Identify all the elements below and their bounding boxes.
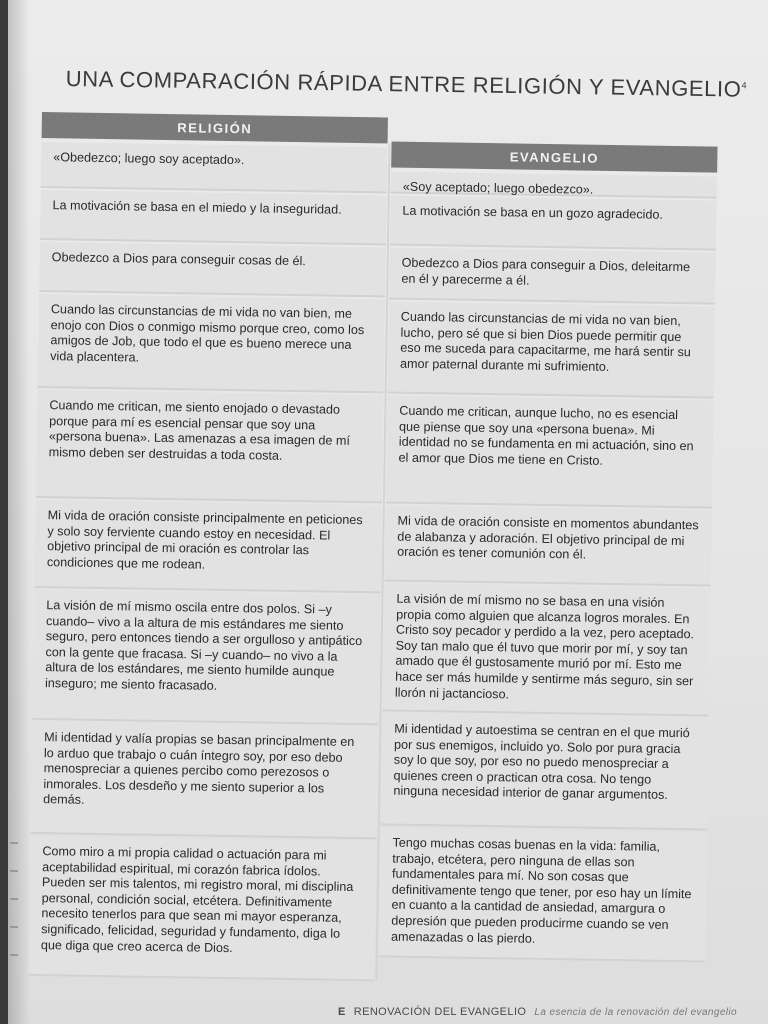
gospel-cell-text: Tengo muchas cosas buenas en la vida: familia, trabajo, etcétera, pero ninguna de ellas son fundamentales para mí. No son cosas que definitivamente tengo que tener, por eso hay un límite en cuanto a la cantidad de ansiedad, amargura o depresión que pueden producirme cuando se ven amenazadas o las pierdo. [390, 835, 692, 946]
column-header-religion: RELIGIÓN [42, 112, 388, 143]
gospel-cell-text: «Soy aceptado; luego obedezco». [402, 179, 594, 197]
table-row [38, 294, 385, 393]
religion-cell-text: Como miro a mi propia calidad o actuación para mi aceptabilidad espiritual, mi corazón fabrica ídolos. Pueden ser mis talentos, mi registro moral, mi disciplina personal, condición social, etcétera. Definitivamente necesito tenerlos para que sean mi mayor esperanza, significado, felicidad, seguridad y fundamento, diga lo que diga que creo acerca de Dios. [40, 844, 354, 955]
gospel-cell-text: Mi vida de oración consiste en momentos abundantes de alabanza y adoración. El objetivo principal de mi oración es tener comunión con él. [397, 513, 699, 562]
table-row [35, 500, 382, 593]
table-row [390, 195, 717, 250]
footer-mark: E [338, 1006, 346, 1018]
gospel-cell-text: Obedezco a Dios para conseguir a Dios, deleitarme en él y parecerme a él. [401, 255, 691, 288]
edge-mark [10, 926, 18, 928]
table-row [40, 190, 387, 245]
footer-section: RENOVACIÓN DEL EVANGELIO [353, 1006, 527, 1018]
footnote-marker: 4 [741, 80, 747, 91]
column-header-gospel: EVANGELIO [391, 141, 717, 172]
gospel-cell-text: Cuando me critican, aunque lucho, no es esencial que piense que soy una «persona buena». Mi identidad no se fundamenta en mi actuación, sino en el amor que Dios me tiene en Cristo. [398, 403, 694, 468]
religion-cell-text: La visión de mí mismo oscila entre dos polos. Si –y cuando– vivo a la altura de mis estándares me siento seguro, pero entonces tiendo a ser orgulloso y antipático con la gente que fracasa. Si –y cuando– no vivo a la altura de los estándares, me siento humilde aunque inseguro; me siento fracasado. [44, 598, 363, 693]
table-row [36, 390, 384, 503]
religion-cell-text: Mi identidad y valía propias se basan principalmente en lo arduo que trabajo o cuán íntegro soy, por eso debo menospreciar a quienes percibo como perezosos o inmorales. Los desdeño y me siento superior a los demás. [43, 730, 355, 808]
edge-mark [10, 898, 18, 900]
page-title [66, 66, 746, 103]
table-row [389, 247, 716, 304]
religion-cell-text: Mi vida de oración consiste principalmente en peticiones y solo soy ferviente cuando estoy en necesidad. El objetivo principal de mi oración es controlar las condiciones que me rodean. [46, 508, 363, 572]
page-title-text: UNA COMPARACIÓN RÁPIDA ENTRE RELIGIÓN Y EVANGELIO [65, 66, 742, 102]
table-row [39, 242, 386, 297]
table-row [391, 171, 717, 198]
table-row [28, 836, 376, 981]
table-row [385, 505, 712, 586]
gospel-column [378, 171, 717, 986]
gospel-cell-text: La visión de mí mismo no se basa en una visión propia como alguien que alcanza logros morales. En Cristo soy pecador y perdido a la vez, pero aceptado. Soy tan malo que él tuvo que morir por mí, y soy tan amado que él gustosamente murió por mí. Esto me hace ser más humilde y sentirme más seguro, sin ser llorón ni jactancioso. [394, 591, 695, 701]
table-row [41, 142, 388, 193]
edge-mark [10, 842, 18, 844]
table-row [386, 395, 714, 508]
religion-cell-text: Cuando las circunstancias de mi vida no van bien, me enojo con Dios o conmigo mismo porque creo, como los amigos de Job, que todo el que es bueno merece una vida placentera. [50, 302, 365, 365]
gospel-cell-text: Cuando las circunstancias de mi vida no van bien, lucho, pero sé que si bien Dios puede permitir que eso me suceda para capacitarme, me hará sentir su amor paternal durante mi sufrimiento. [399, 309, 691, 374]
comparison-table [28, 112, 717, 987]
religion-cell-text: Cuando me critican, me siento enojado o devastado porque para mí es esencial pensar que soy una «persona buena». Las amenazas a esa imagen de mí mismo deben ser destruidas a toda costa. [48, 398, 351, 463]
table-row [32, 590, 380, 725]
table-row [388, 301, 715, 398]
footer-subtitle: La esencia de la renovación del evangelio [534, 1007, 738, 1018]
gospel-cell-text: Mi identidad y autoestima se centran en el que murió por sus enemigos, incluido yo. Solo por pura gracia soy lo que soy, por eso no puedo menospreciar a quienes creen o practican otra cosa. No tengo ninguna necesidad interior de ganar argumentos. [393, 721, 690, 803]
page-footer [338, 1006, 737, 1018]
religion-cell-text: Obedezco a Dios para conseguir cosas de él. [51, 250, 306, 269]
table-row [383, 583, 711, 716]
gospel-cell-text: La motivación se basa en un gozo agradecido. [402, 203, 664, 222]
book-page [8, 0, 768, 1024]
table-row [379, 827, 707, 962]
table-row [381, 713, 709, 830]
religion-cell-text: «Obedezco; luego soy aceptado». [53, 150, 245, 168]
religion-cell-text: La motivación se basa en el miedo y la inseguridad. [52, 198, 342, 217]
religion-column [28, 142, 387, 981]
edge-mark [10, 954, 18, 956]
table-row [31, 722, 379, 839]
edge-mark [10, 870, 18, 872]
